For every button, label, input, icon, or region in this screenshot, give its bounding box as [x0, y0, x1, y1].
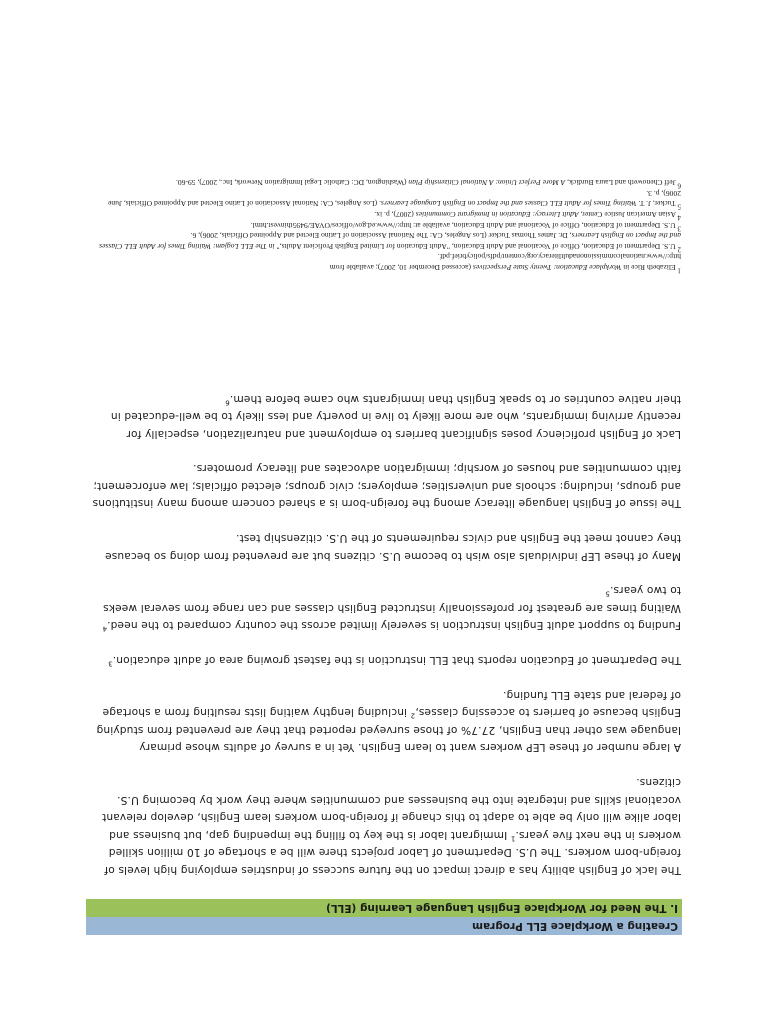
section-heading: I. The Need for Workplace English Language Learning (ELL) [326, 902, 678, 914]
footnote-title: The ELL Logjam: Waiting Times for Adult ELL Classes and the Impact on English Learners [99, 231, 681, 251]
paragraph-1-text-a: The lack of English ability has a direct impact on the future success of industries employing high levels of foreign-born workers. The U.S. Department of Labor projects there will be a shortage of 10 million skilled workers in the next five years. [104, 828, 681, 876]
footnote-link[interactable]: http://www.nationalcommissiononadultliteracy.org/content/pdfs/policybrief.pdf [439, 252, 681, 262]
footnote-text: U.S. Department of Education, Office of Vocational and Adult Education, "Adult Education for Limited English Proficient Adults," in [266, 241, 678, 251]
footnote-ref-2[interactable]: 2 [410, 711, 416, 720]
paragraph-2-text-b: including lengthy waiting lists resulting from a shortage of federal and state ELL funding. [102, 688, 681, 719]
footnote-text: Tucker, J. T. [636, 199, 678, 209]
document-title-bar [86, 917, 682, 935]
paragraph-7 [89, 389, 681, 442]
footnote-text: Asian American Justice Center, [578, 210, 678, 220]
footnote-ref-1[interactable]: 1 [510, 834, 516, 843]
paragraph-4 [89, 581, 681, 634]
footnote-number: 4 [677, 213, 681, 222]
body-text [89, 372, 681, 878]
footnote-number: 5 [677, 202, 681, 211]
footnote-5 [89, 187, 681, 211]
footnote-ref-6[interactable]: 6 [225, 398, 230, 407]
footnote-1 [89, 251, 681, 275]
footnote-3 [89, 219, 681, 233]
paragraph-3-text-a: The Department of Education reports that ELL instruction is the fastest growing area of adult education. [112, 654, 681, 667]
footnotes [89, 177, 681, 275]
footnote-6 [89, 177, 681, 188]
footnote-title: Waiting Times for Adult ELL Classes and the Impact on English Language Learners [380, 199, 637, 209]
paragraph-2-text-a: A large number of these LEP workers want to learn English. Yet in a survey of adults whose primary language was other than English, 27.7% of those surveyed reported that they are prevented from studying English because of barriers to accessing classes, [96, 706, 681, 754]
footnote-text: (2007), p. ix. [374, 210, 416, 220]
footnote-number: 1 [677, 266, 681, 275]
footnote-2 [89, 230, 681, 254]
footnote-number: 3 [677, 224, 681, 233]
paragraph-1 [89, 772, 681, 878]
footnote-number: 6 [677, 181, 681, 190]
footnote-4 [89, 208, 681, 222]
footnote-title: Workplace Education: Twenty State Perspectives [472, 263, 622, 272]
footnote-ref-5[interactable]: 5 [605, 589, 610, 598]
footnote-ref-3[interactable]: 3 [108, 659, 113, 668]
document-title: Creating a Workplace ELL Program [472, 920, 678, 932]
footnote-text: . [437, 252, 440, 262]
footnote-text: . [250, 220, 253, 230]
section-heading-bar [86, 899, 682, 917]
footnote-text: (Washington, DC: Catholic Legal Immigration Network, Inc., 2007), 59-60. [175, 178, 409, 188]
paragraph-1-text-b: Immigrant labor is the key to filling the impending gap, but business and labor alike will only be able to adapt to this change if foreign-born workers learn English, develop relevant vocational skills and integrate into the businesses and communities where they work by becoming U.S. citizens. [101, 776, 681, 841]
footnote-number: 2 [677, 245, 681, 254]
footnote-title: Adult Literacy: Education in Immigrant Communities [415, 210, 579, 220]
footnote-text: , Dr. James Thomas Tucker (Los Angeles, CA: The National Association of Latino Elected and Appointed Officials, 2006), 6. [190, 231, 572, 241]
footnote-text: (accessed December 10, 2007); available from [329, 263, 473, 272]
paragraph-3 [89, 650, 681, 668]
footnote-text: Jeff Chenoweth and Laura Burdick, [565, 178, 678, 188]
footnote-link[interactable]: http://www.ed.gov/offices/OVAE/9495thinvest.html [252, 220, 412, 230]
paragraph-6: The issue of English language literacy among the foreign-born is a shared concern among many institutions and groups, including: schools and universities; employers; civic groups; elected officials; law enforcement; faith communities and houses of worship; immigration advocates and literacy promoters. [92, 462, 681, 510]
paragraph-4-text-b: Waiting times are greatest for professionally instructed English classes and can range from several weeks to two years. [102, 584, 681, 614]
footnote-text: U.S. Department of Education, Office of Vocational and Adult Education, available at: [411, 220, 678, 230]
paragraph-7-text-a: Lack of English proficiency poses significant barriers to employment and naturalization, especially for recently arriving immigrants, who are more likely to live in poverty and less likely to be well-educated in their native countries or to speak English than immigrants who came before them. [110, 392, 681, 440]
paragraph-2 [89, 685, 681, 755]
footnote-text: Elizabeth Rice in [621, 263, 678, 272]
paragraph-5: Many of these LEP individuals also wish to become U.S. citizens but are prevented from doing so because they cannot meet the English and civics requirements of the U.S. citizenship test. [104, 532, 681, 562]
footnote-title: A More Perfect Union: A National Citizenship Plan [408, 178, 566, 188]
footnote-text: . (Los Angeles, CA: National Association of Latino Elected and Appointed Officials, June 2006), p. 3. [107, 188, 681, 209]
paragraph-4-text-a: Funding to support adult English instruction is severely limited across the country compared to the need. [106, 619, 681, 632]
footnote-ref-4[interactable]: 4 [102, 625, 107, 633]
